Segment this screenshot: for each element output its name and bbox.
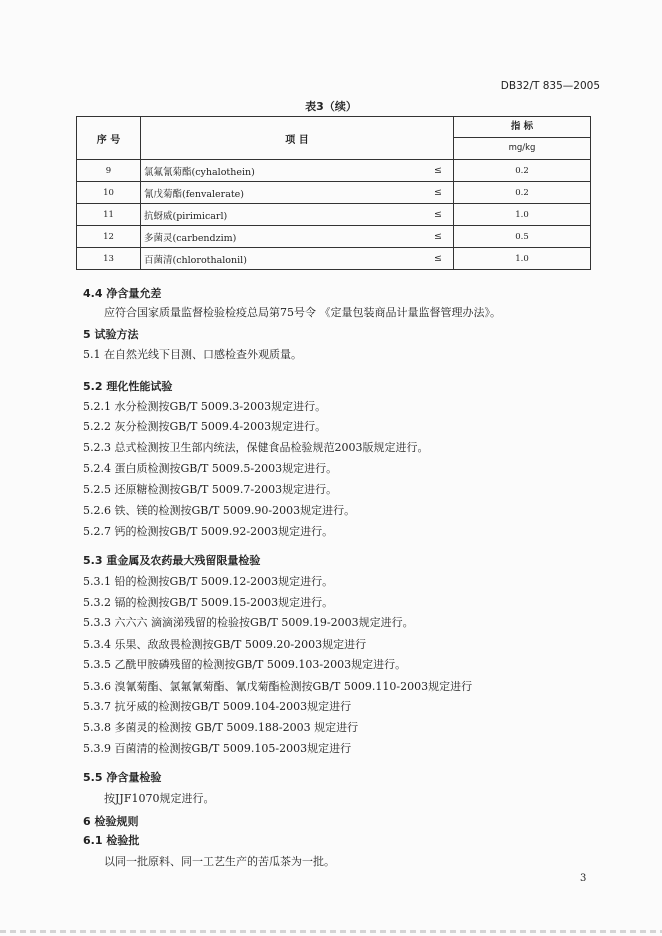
document-code: DB32/T 835—2005 — [500, 80, 600, 92]
body-text-line: 应符合国家质量监督检验检疫总局第75号令 《定量包装商品计量监督管理办法》。 — [104, 306, 501, 319]
body-text-line: 5.2.2 灰分检测按GB/T 5009.4-2003规定进行。 — [83, 420, 327, 433]
row-limit-sign: ≤ — [423, 160, 454, 182]
section-heading: 5.5 净含量检验 — [83, 771, 162, 784]
column-header-item: 项 目 — [141, 117, 454, 160]
body-text-line: 5.2.5 还原糖检测按GB/T 5009.7-2003规定进行。 — [83, 483, 338, 496]
column-header-seq: 序 号 — [77, 117, 141, 160]
body-text-line: 5.2.6 铁、镁的检测按GB/T 5009.90-2003规定进行。 — [83, 504, 356, 517]
section-heading: 5.2 理化性能试验 — [83, 380, 173, 393]
body-text-line: 以同一批原料、同一工艺生产的苦瓜茶为一批。 — [104, 855, 335, 868]
section-heading: 5.3 重金属及农药最大残留限量检验 — [83, 554, 261, 567]
row-value: 1.0 — [454, 248, 591, 270]
row-value: 0.2 — [454, 160, 591, 182]
row-limit-sign: ≤ — [423, 182, 454, 204]
row-seq: 12 — [77, 226, 141, 248]
body-text-line: 5.3.9 百菌清的检测按GB/T 5009.105-2003规定进行 — [83, 742, 352, 755]
body-text-line: 5.3.8 多菌灵的检测按 GB/T 5009.188-2003 规定进行 — [83, 721, 359, 734]
row-name: 多菌灵(carbendzim) — [141, 226, 424, 248]
row-seq: 10 — [77, 182, 141, 204]
page-number: 3 — [580, 873, 587, 884]
body-text-line: 5.3.6 溴氰菊酯、氯氟氰菊酯、氰戊菊酯检测按GB/T 5009.110-2003规定进行 — [83, 680, 473, 693]
table-row — [77, 160, 591, 182]
row-seq: 13 — [77, 248, 141, 270]
row-limit-sign: ≤ — [423, 248, 454, 270]
body-text-line: 5.2.3 总式检测按卫生部内统法，保健食品检验规范2003版规定进行。 — [83, 441, 429, 454]
body-text-line: 5.3.1 铅的检测按GB/T 5009.12-2003规定进行。 — [83, 575, 334, 588]
scan-artifact — [0, 930, 662, 933]
section-heading: 6.1 检验批 — [83, 834, 140, 847]
row-seq: 9 — [77, 160, 141, 182]
body-text-line: 5.3.7 抗牙威的检测按GB/T 5009.104-2003规定进行 — [83, 700, 352, 713]
body-text-line: 5.2.7 钙的检测按GB/T 5009.92-2003规定进行。 — [83, 525, 334, 538]
body-text-line: 按JJF1070规定进行。 — [104, 792, 215, 805]
row-limit-sign: ≤ — [423, 226, 454, 248]
body-text-line: 5.1 在自然光线下目测、口感检查外观质量。 — [83, 348, 302, 361]
section-heading: 5 试验方法 — [83, 328, 139, 341]
column-header-indicator — [454, 117, 591, 160]
body-text-line: 5.3.2 镉的检测按GB/T 5009.15-2003规定进行。 — [83, 596, 334, 609]
row-name: 百菌清(chlorothalonil) — [141, 248, 424, 270]
body-text-line: 5.3.4 乐果、敌敌畏检测按GB/T 5009.20-2003规定进行 — [83, 638, 367, 651]
body-text-line: 5.3.5 乙酰甲胺磷残留的检测按GB/T 5009.103-2003规定进行。 — [83, 658, 407, 671]
row-seq: 11 — [77, 204, 141, 226]
row-value: 0.2 — [454, 182, 591, 204]
indicator-unit: mg/kg — [454, 137, 590, 159]
table-row — [77, 226, 591, 248]
section-heading: 6 检验规则 — [83, 815, 139, 828]
pesticide-limit-table — [76, 116, 591, 270]
row-name: 氯氟氰菊酯(cyhalothein) — [141, 160, 424, 182]
table-caption: 表3（续） — [305, 100, 357, 113]
row-value: 0.5 — [454, 226, 591, 248]
table-row — [77, 204, 591, 226]
indicator-label: 指 标 — [510, 121, 534, 132]
row-value: 1.0 — [454, 204, 591, 226]
row-name: 抗蚜威(pirimicarl) — [141, 204, 424, 226]
table-row — [77, 248, 591, 270]
body-text-line: 5.2.4 蛋白质检测按GB/T 5009.5-2003规定进行。 — [83, 462, 338, 475]
body-text-line: 5.3.3 六六六 滴滴涕残留的检验按GB/T 5009.19-2003规定进行。 — [83, 616, 414, 629]
section-heading: 4.4 净含量允差 — [83, 287, 162, 300]
row-name: 氰戊菊酯(fenvalerate) — [141, 182, 424, 204]
body-text-line: 5.2.1 水分检测按GB/T 5009.3-2003规定进行。 — [83, 400, 327, 413]
row-limit-sign: ≤ — [423, 204, 454, 226]
table-row — [77, 182, 591, 204]
